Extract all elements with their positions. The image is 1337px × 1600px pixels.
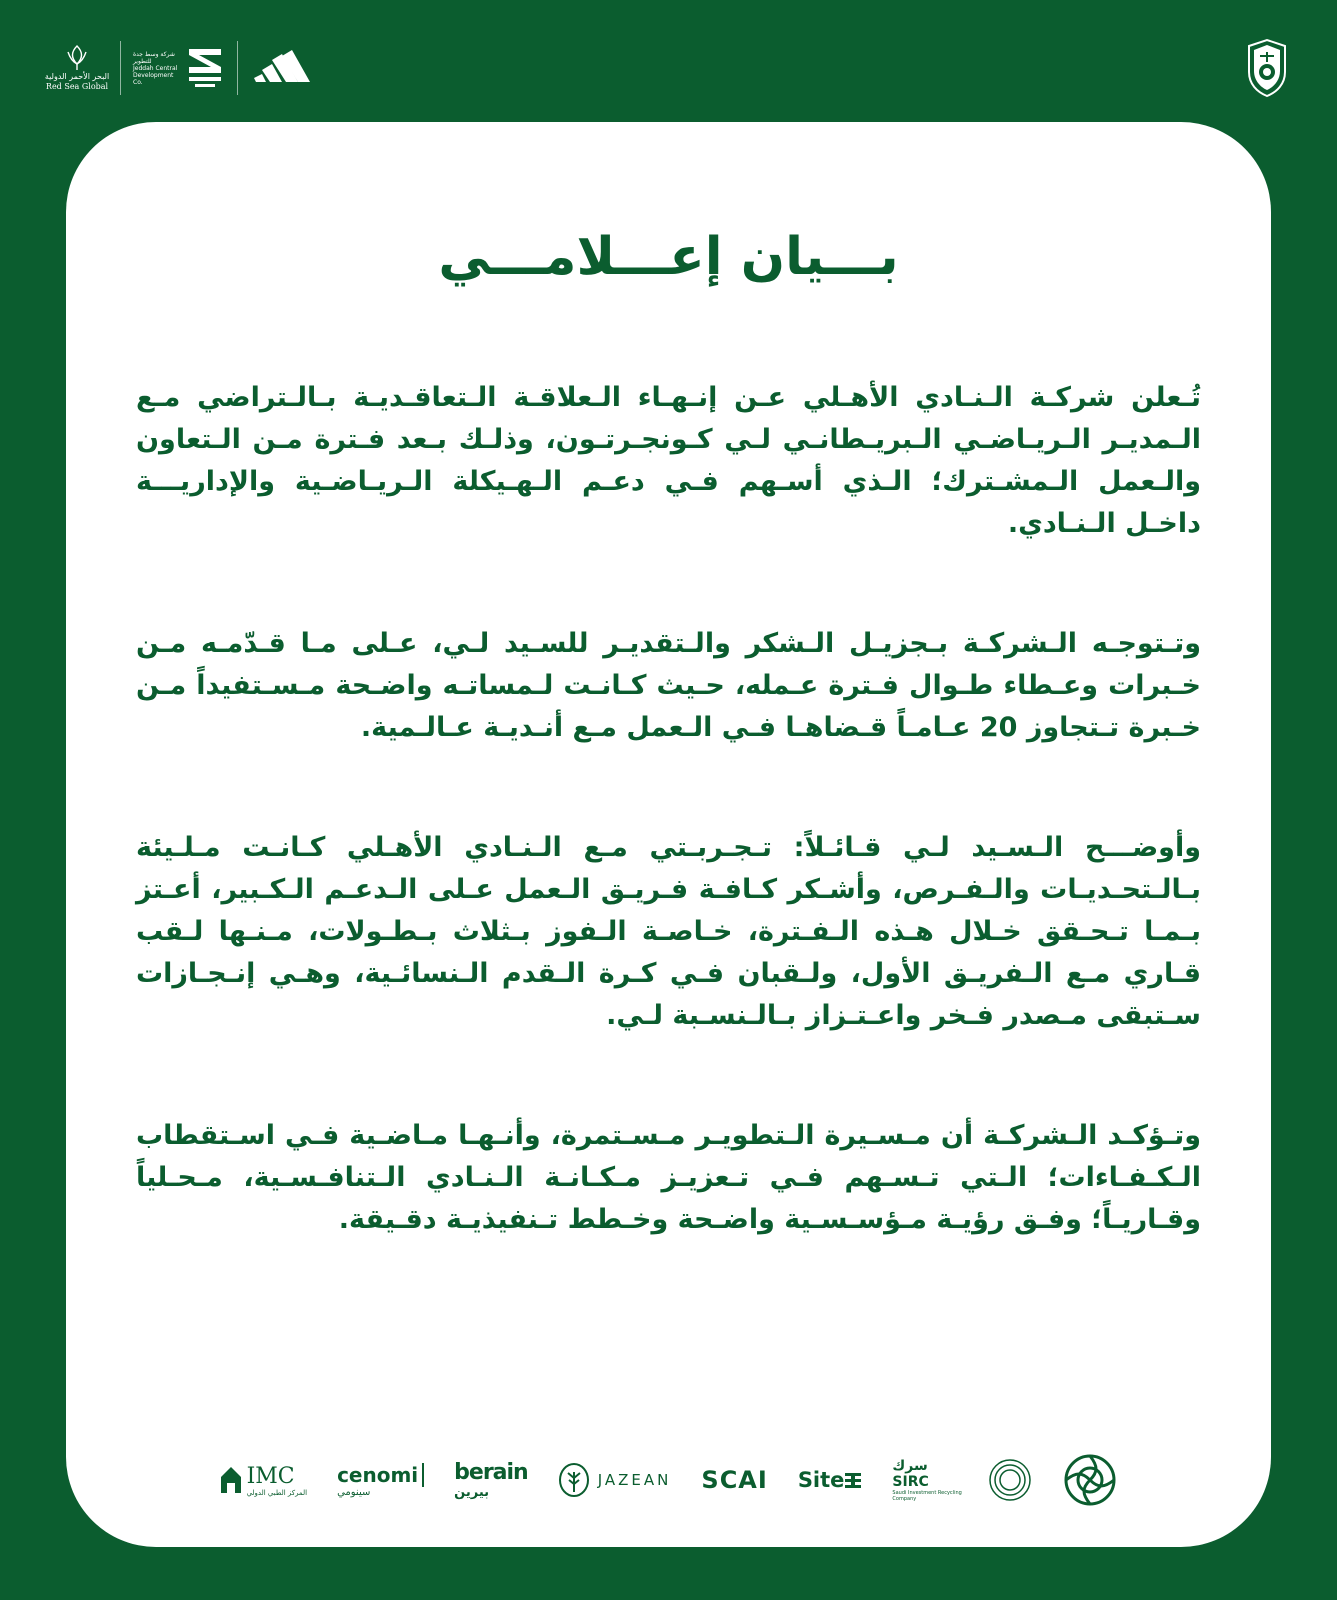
imc-logo [219, 1464, 308, 1497]
paragraph-3: وأوضـــح الـسـيد لـي قـائـلاً: تـجـربـتي مـع الـنـادي الأهـلي كـانـت مـلـيئة بـالـتحـديـات والـفـرص، وأشـكر كـافـة فـريـق الـعمل عـلى الـدعـم الـكـبير، أعـتز بـمـا تـحـقق خـلال هـذه الـفـترة، خـاصـة الـفوز بـثلاث بـطـولات، مـنـها لـقب قـاري مـع الـفريـق الأول، ولـقبان فـي كـرة الـقدم الـنسائـية، وهـي إنـجـازات سـتبقى مـصدر فـخر واعـتـزاز بـالـنسـبة لـي. [136, 832, 1201, 1031]
sirc-logo [892, 1458, 1032, 1502]
scai-logo [701, 1466, 767, 1494]
site-logo [798, 1468, 863, 1492]
sirc-sub: Saudi Investment Recycling Company [892, 1490, 962, 1502]
berain-name: berain [454, 1460, 528, 1485]
al-ahli-crest-icon [1243, 38, 1291, 98]
jcdc-en: Jeddah Central Development Co. [133, 64, 178, 86]
imc-name: IMC [246, 1463, 295, 1489]
berain-logo [454, 1460, 528, 1500]
sirc-rings-icon [988, 1458, 1032, 1502]
top-bar [0, 0, 1337, 120]
cenomi-name: cenomi [337, 1463, 424, 1487]
jcdc-ar: شركة وسط جدة للتطوير [133, 50, 175, 65]
paragraph-4: وتـؤكـد الـشركـة أن مـسـيرة الـتطويـر مـسـتمرة، وأنـهـا مـاضـية فـي اسـتقطاب الـكـفـاءات؛ الـتي تـسـهم فـي تـعزيـز مـكـانـة الـنـادي الـتنافـسـية، مـحـلياً وقـاريـاً؛ وفـق رؤيـة مـؤسـسـية واضـحة وخـطط تـنفيذيـة دقـيقة. [136, 1120, 1201, 1235]
paragraph-2: وتـتوجـه الـشركـة بـجزيـل الـشكر والـتقديـر للسـيد لـي، عـلى مـا قـدّمـه مـن خـبرات وعـطاء طـوال فـترة عـمله، حـيث كـانـت لـمساتـه واضـحة مـسـتفيداً مـن خـبرة تـتجاوز 20 عـامـاً قـضاهـا فـي الـعمل مـع أنـديـة عـالـمية. [136, 628, 1201, 743]
statement-title: بـــيان إعـــلامـــي [438, 227, 899, 287]
scai-name: SCAI [701, 1466, 768, 1494]
logo-divider [120, 41, 121, 95]
jazean-logo [558, 1462, 672, 1498]
statement-body [136, 377, 1201, 1241]
jcdc-logo [133, 45, 225, 91]
imc-sub: المركز الطبي الدولي [246, 1488, 308, 1497]
al-ahli-crest [1243, 38, 1291, 98]
red-sea-global-en: Red Sea Global [45, 82, 109, 91]
partner-logos [46, 38, 312, 98]
paragraph-1: تُـعلن شركـة الـنـادي الأهـلي عـن إنـهـاء الـعلاقـة الـتعاقـديـة بـالـتراضي مـع الـمديـر الـريـاضـي الـبريـطانـي لـي كـونجـرتـون، وذلـك بـعد فـترة مـن الـتعاون والـعمل الـمشـترك؛ الـذي أسـهم فـي دعـم الـهـيكلة الـريـاضـية والإداريـــة داخـل الـنـادي. [136, 382, 1201, 539]
imc-icon [219, 1465, 243, 1495]
sirc-name-ar: سرك [892, 1458, 928, 1474]
pif-emblem-icon [1062, 1452, 1118, 1508]
adidas-logo [254, 48, 312, 88]
red-sea-global-icon [62, 44, 92, 72]
sponsor-logos [66, 1445, 1271, 1515]
cenomi-logo [337, 1463, 424, 1498]
sirc-name-en: SIRC [892, 1474, 929, 1490]
logo-divider [237, 41, 238, 95]
jcdc-mark-icon [185, 45, 225, 91]
cenomi-sub: سينومي [337, 1486, 371, 1498]
red-sea-global-ar: البحر الأحمر الدولية [44, 72, 110, 81]
pif-emblem [1062, 1452, 1118, 1508]
jazean-name: JAZEAN [597, 1471, 672, 1489]
adidas-icon [254, 48, 312, 84]
site-mark-icon [844, 1471, 862, 1489]
statement-card [66, 122, 1271, 1547]
jazean-tree-icon [558, 1462, 590, 1498]
berain-sub: بيرين [454, 1485, 490, 1500]
site-name: Site [797, 1468, 845, 1492]
red-sea-global-logo [46, 44, 108, 92]
